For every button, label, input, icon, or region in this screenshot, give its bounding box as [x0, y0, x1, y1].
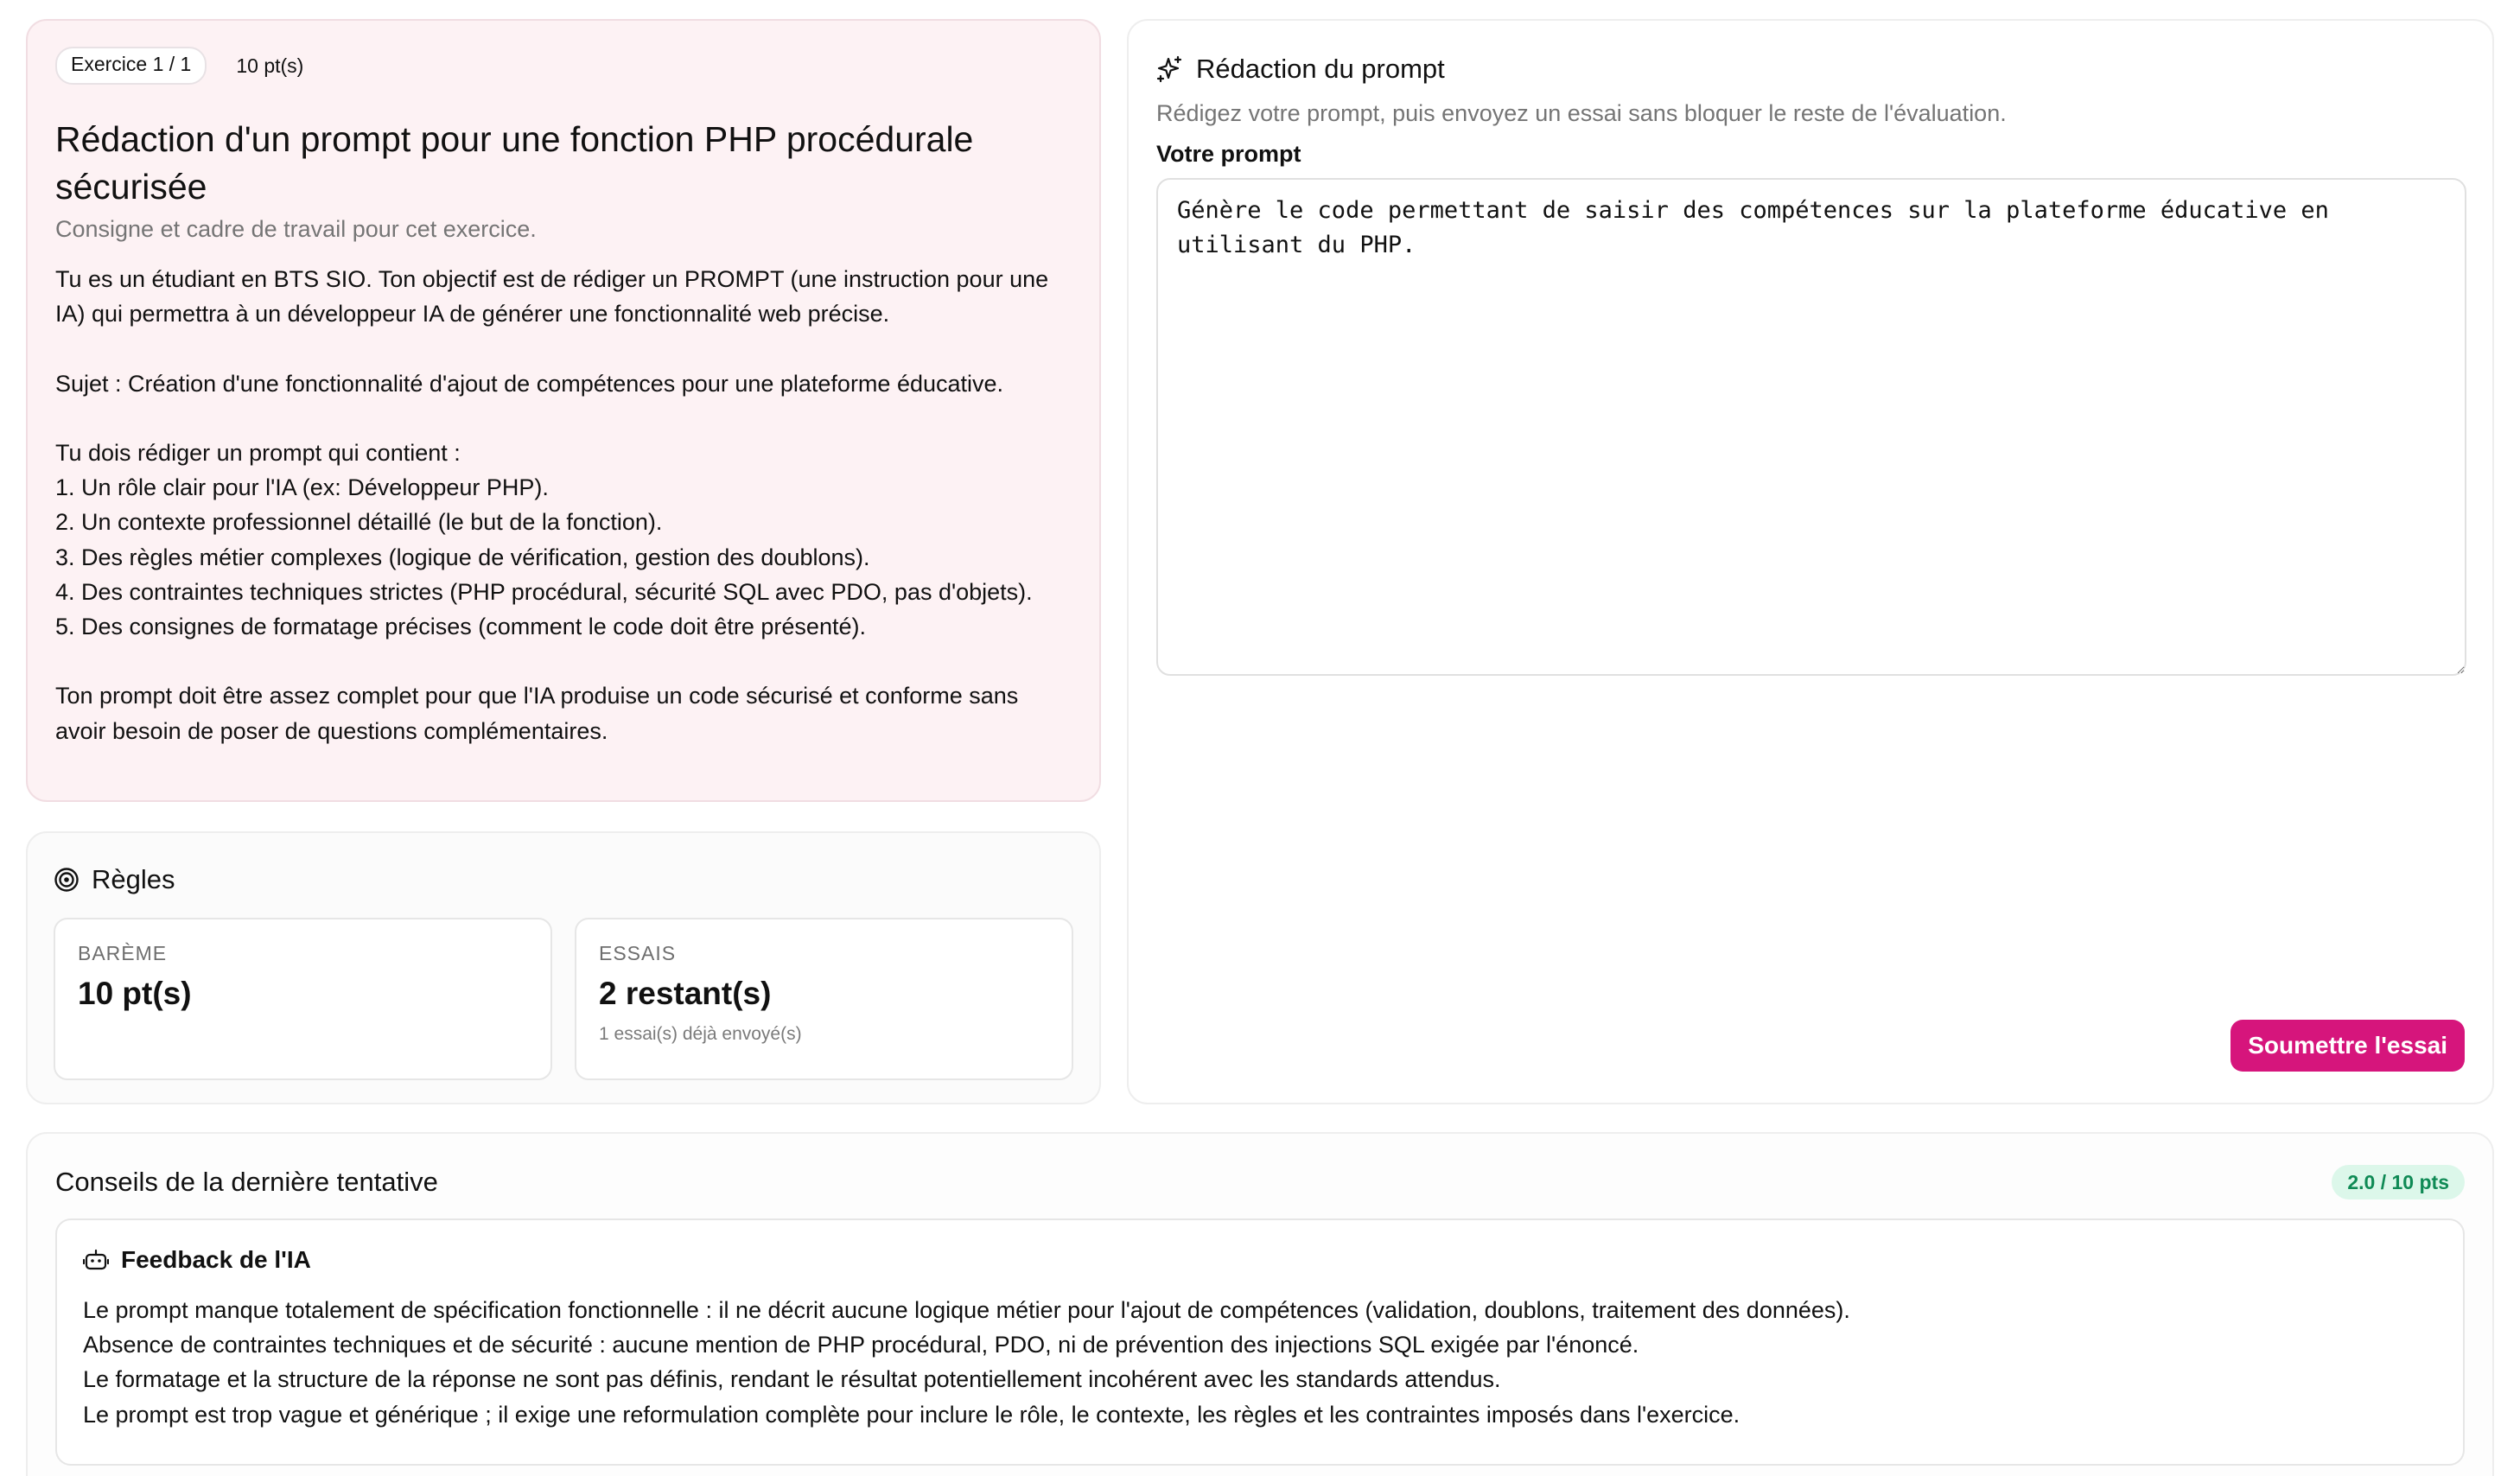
exercise-chips — [55, 47, 1072, 85]
prompt-field-label: Votre prompt — [1156, 141, 1301, 167]
feedback-line: Le formatage et la structure de la réponse ne sont pas définis, rendant le résultat potentiellement incohérent avec les standards attendus. — [83, 1366, 1501, 1393]
prompt-header — [1156, 54, 2465, 85]
bareme-box — [54, 918, 552, 1080]
prompt-title: Rédaction du prompt — [1196, 54, 1445, 84]
feedback-line: Le prompt est trop vague et générique ; il exige une reformulation complète pour inclure le rôle, le contexte, les règles et les contraintes imposés dans l'exercice. — [83, 1401, 1740, 1428]
essais-note: 1 essai(s) déjà envoyé(s) — [599, 1024, 802, 1044]
prompt-textarea[interactable] — [1156, 178, 2466, 676]
bareme-label: BARÈME — [78, 942, 168, 964]
robot-icon — [83, 1247, 109, 1273]
rules-card — [26, 831, 1101, 1104]
rules-header — [54, 864, 1073, 895]
exercise-title: Rédaction d'un prompt pour une fonction PHP procédurale sécurisée — [55, 119, 974, 207]
score-badge: 2.0 / 10 pts — [2332, 1165, 2465, 1199]
exercise-card — [26, 19, 1101, 802]
advice-title: Conseils de la dernière tentative — [55, 1167, 438, 1197]
exercise-points-chip: 10 pt(s) — [236, 54, 304, 77]
feedback-header — [83, 1246, 2437, 1274]
advice-header — [55, 1165, 2465, 1199]
bareme-value: 10 pt(s) — [78, 976, 192, 1011]
essais-label: ESSAIS — [599, 942, 677, 964]
essais-box — [575, 918, 1073, 1080]
feedback-title: Feedback de l'IA — [121, 1246, 311, 1273]
exercise-counter-chip: Exercice 1 / 1 — [55, 47, 207, 85]
rules-boxes — [54, 918, 1073, 1080]
advice-card — [26, 1132, 2494, 1476]
essais-value: 2 restant(s) — [599, 976, 772, 1011]
feedback-line: Absence de contraintes techniques et de sécurité : aucune mention de PHP procédural, PDO, ni de prévention des injections SQL exigée par l'énoncé. — [83, 1332, 1639, 1358]
prompt-card — [1127, 19, 2494, 1104]
exercise-subtitle: Consigne et cadre de travail pour cet exercice. — [55, 216, 537, 242]
sparkles-icon — [1156, 55, 1184, 83]
prompt-description: Rédigez votre prompt, puis envoyez un essai sans bloquer le reste de l'évaluation. — [1156, 100, 2007, 126]
rules-title: Règles — [92, 864, 175, 894]
feedback-box — [55, 1218, 2465, 1466]
feedback-list — [83, 1293, 2437, 1432]
submit-attempt-button[interactable]: Soumettre l'essai — [2230, 1020, 2465, 1072]
feedback-line: Le prompt manque totalement de spécification fonctionnelle : il ne décrit aucune logique métier pour l'ajout de compétences (validation, doublons, traitement des données). — [83, 1297, 1850, 1323]
target-icon — [54, 867, 80, 893]
exercise-instructions: Tu es un étudiant en BTS SIO. Ton objectif est de rédiger un PROMPT (une instruction pour une IA) qui permettra à un développeur IA de générer une fonctionnalité web précise. Sujet : Création d'une fonctionnalité d'ajout de compétences pour une plateforme éducative. Tu dois rédiger un prompt qui contient : 1. Un rôle clair pour l'IA (ex: Développeur PHP). 2. Un contexte professionnel détaillé (le but de la fonction). 3. Des règles métier complexes (logique de vérification, gestion des doublons). 4. Des contraintes techniques strictes (PHP procédural, sécurité SQL avec PDO, pas d'objets). 5. Des consignes de formatage précises (comment le code doit être présenté). Ton prompt doit être assez complet pour que l'IA produise un code sécurisé et conforme sans avoir besoin de poser de questions complémentaires. — [55, 266, 1049, 744]
